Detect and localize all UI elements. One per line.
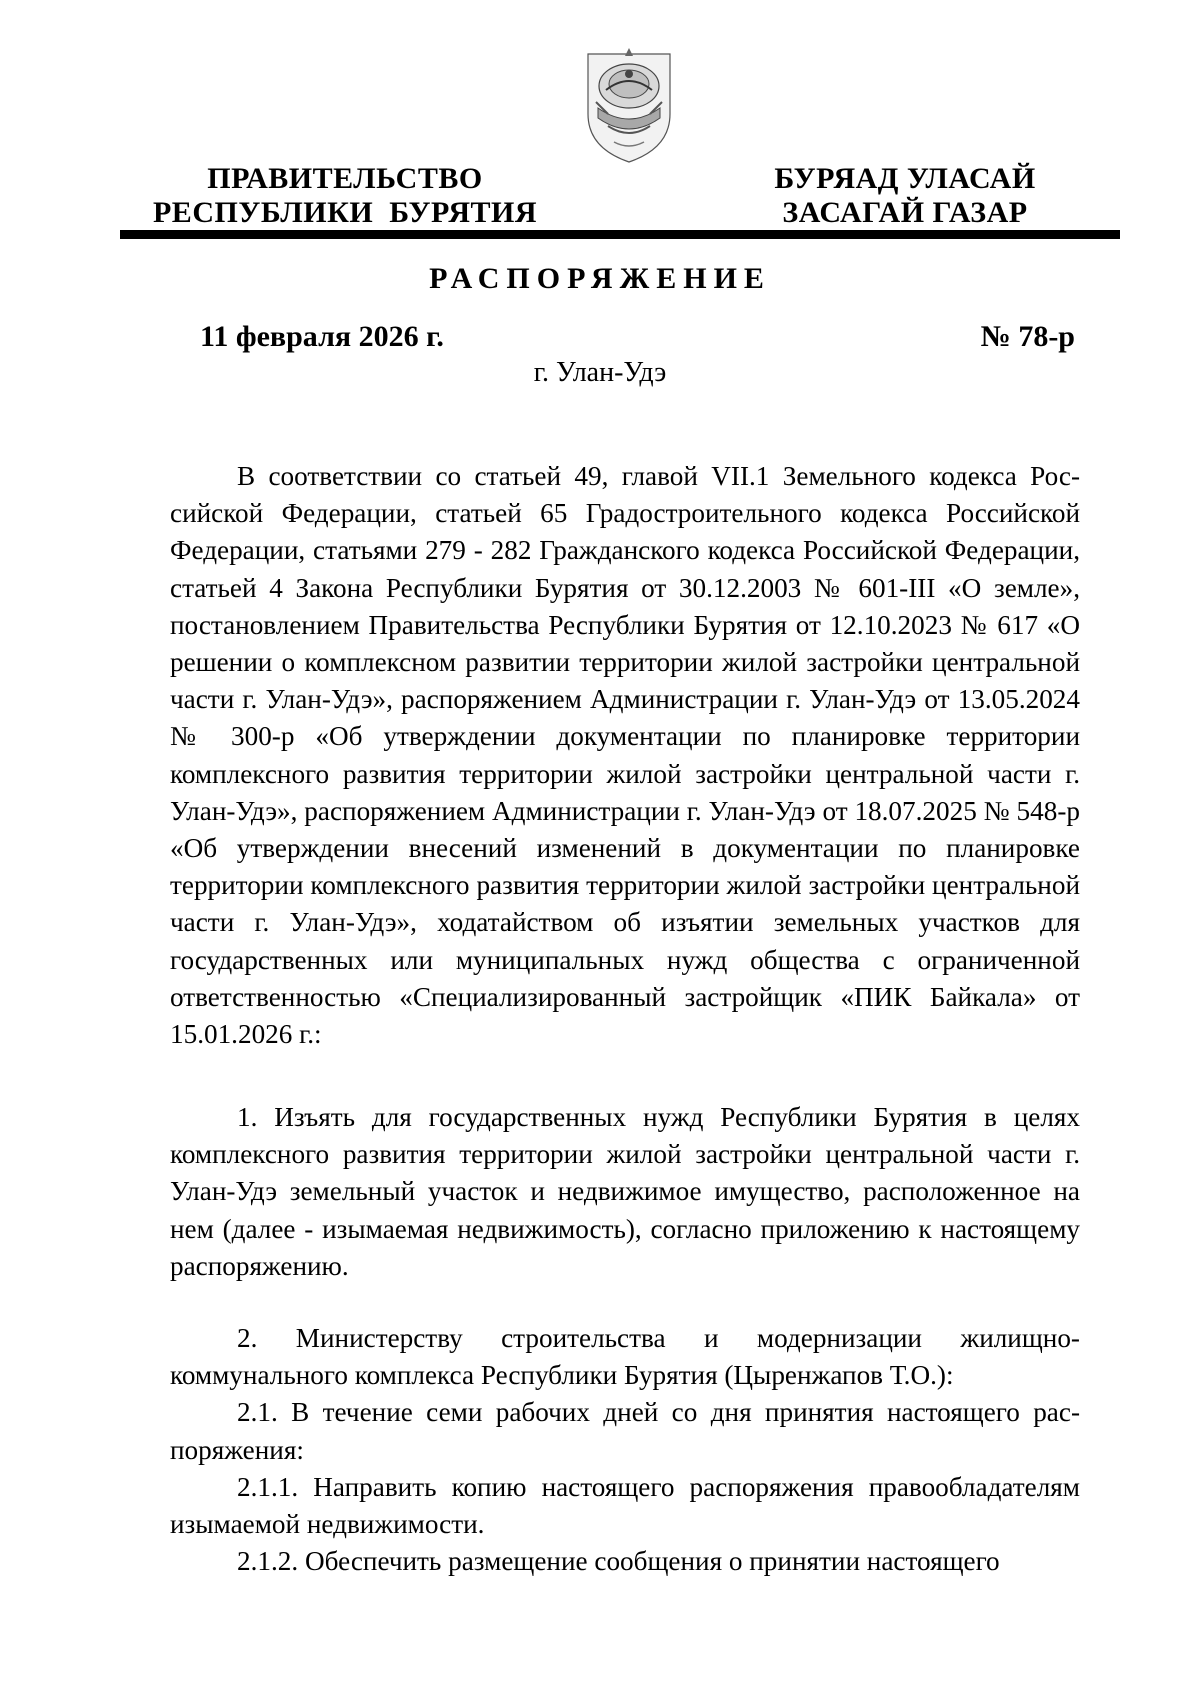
document-number: № 78-р bbox=[980, 320, 1075, 353]
coat-of-arms-emblem bbox=[580, 44, 678, 166]
issuer-line-1: ПРАВИТЕЛЬСТВО bbox=[207, 162, 483, 195]
issuer-name-russian bbox=[150, 162, 540, 230]
item-1-section bbox=[170, 1099, 1080, 1285]
preamble-section bbox=[170, 458, 1080, 1053]
issuer-name-buryat bbox=[740, 162, 1070, 230]
document-title: РАСПОРЯЖЕНИЕ bbox=[429, 262, 771, 295]
issuer-line-2: РЕСПУБЛИКИ БУРЯТИЯ bbox=[152, 196, 538, 229]
item-2-1-paragraph: 2.1. В течение семи рабочих дней со дня принятия настоящего распоряжения: bbox=[170, 1397, 1080, 1465]
header-divider bbox=[120, 230, 1120, 239]
item-2-section bbox=[170, 1320, 1080, 1580]
preamble-paragraph: В соответствии со статьей 49, главой VII.1 Земельного кодекса Российской Федерации, статьей 65 Градостроительного кодекса Российской Федерации, статьями 279 - 282 Гражданского кодекса Российской Федерации, статьей 4 Закона Республики Бурятия от 30.12.2003 № 601-III «О земле», постановлением Правительства Республики Бурятия от 12.10.2023 № 617 «О решении о комплексном развитии территории жилой застройки центральной части г. Улан-Удэ», распоряжением Администрации г. Улан-Удэ от 13.05.2024 № 300-р «Об утверждении документации по планировке территории комплексного развития территории жилой застройки центральной части г. Улан-Удэ», распоряжением Администрации г. Улан-Удэ от 18.07.2025 № 548-р «Об утверждении внесений изменений в документации по планировке территории комплексного развития территории жилой застройки центральной части г. Улан-Удэ», ходатайством об изъятии земельных участков для государственных или муниципальных нужд общества с ограниченной ответственностью «Специализированный застройщик «ПИК Байкала» от 15.01.2026 г.: bbox=[170, 461, 1080, 1050]
document-city: г. Улан-Удэ bbox=[533, 357, 667, 388]
document-date: 11 февраля 2026 г. bbox=[200, 320, 444, 353]
issuer-buryat-line-1: БУРЯАД УЛАСАЙ bbox=[774, 162, 1036, 195]
item-2-1-2-paragraph: 2.1.2. Обеспечить размещение сообщения о принятии настоящего bbox=[237, 1546, 1000, 1577]
item-2-1-1-paragraph: 2.1.1. Направить копию настоящего распоряжения правообладателям изымаемой недвижимости. bbox=[170, 1471, 1080, 1540]
item-1-paragraph: 1. Изъять для государственных нужд Республики Бурятия в целях комплексного развития территории жилой застройки центральной части г. Улан-Удэ земельный участок и недвижимое имущество, расположенное на нем (далее - изымаемая недвижимость), согласно приложению к настоящему распоряжению. bbox=[170, 1102, 1080, 1281]
issuer-buryat-line-2: ЗАСАГАЙ ГАЗАР bbox=[782, 196, 1028, 229]
item-2-paragraph: 2. Министерству строительства и модернизации жилищно-коммунального комплекса Республики Бурятия (Цыренжапов Т.О.): bbox=[170, 1323, 1080, 1391]
